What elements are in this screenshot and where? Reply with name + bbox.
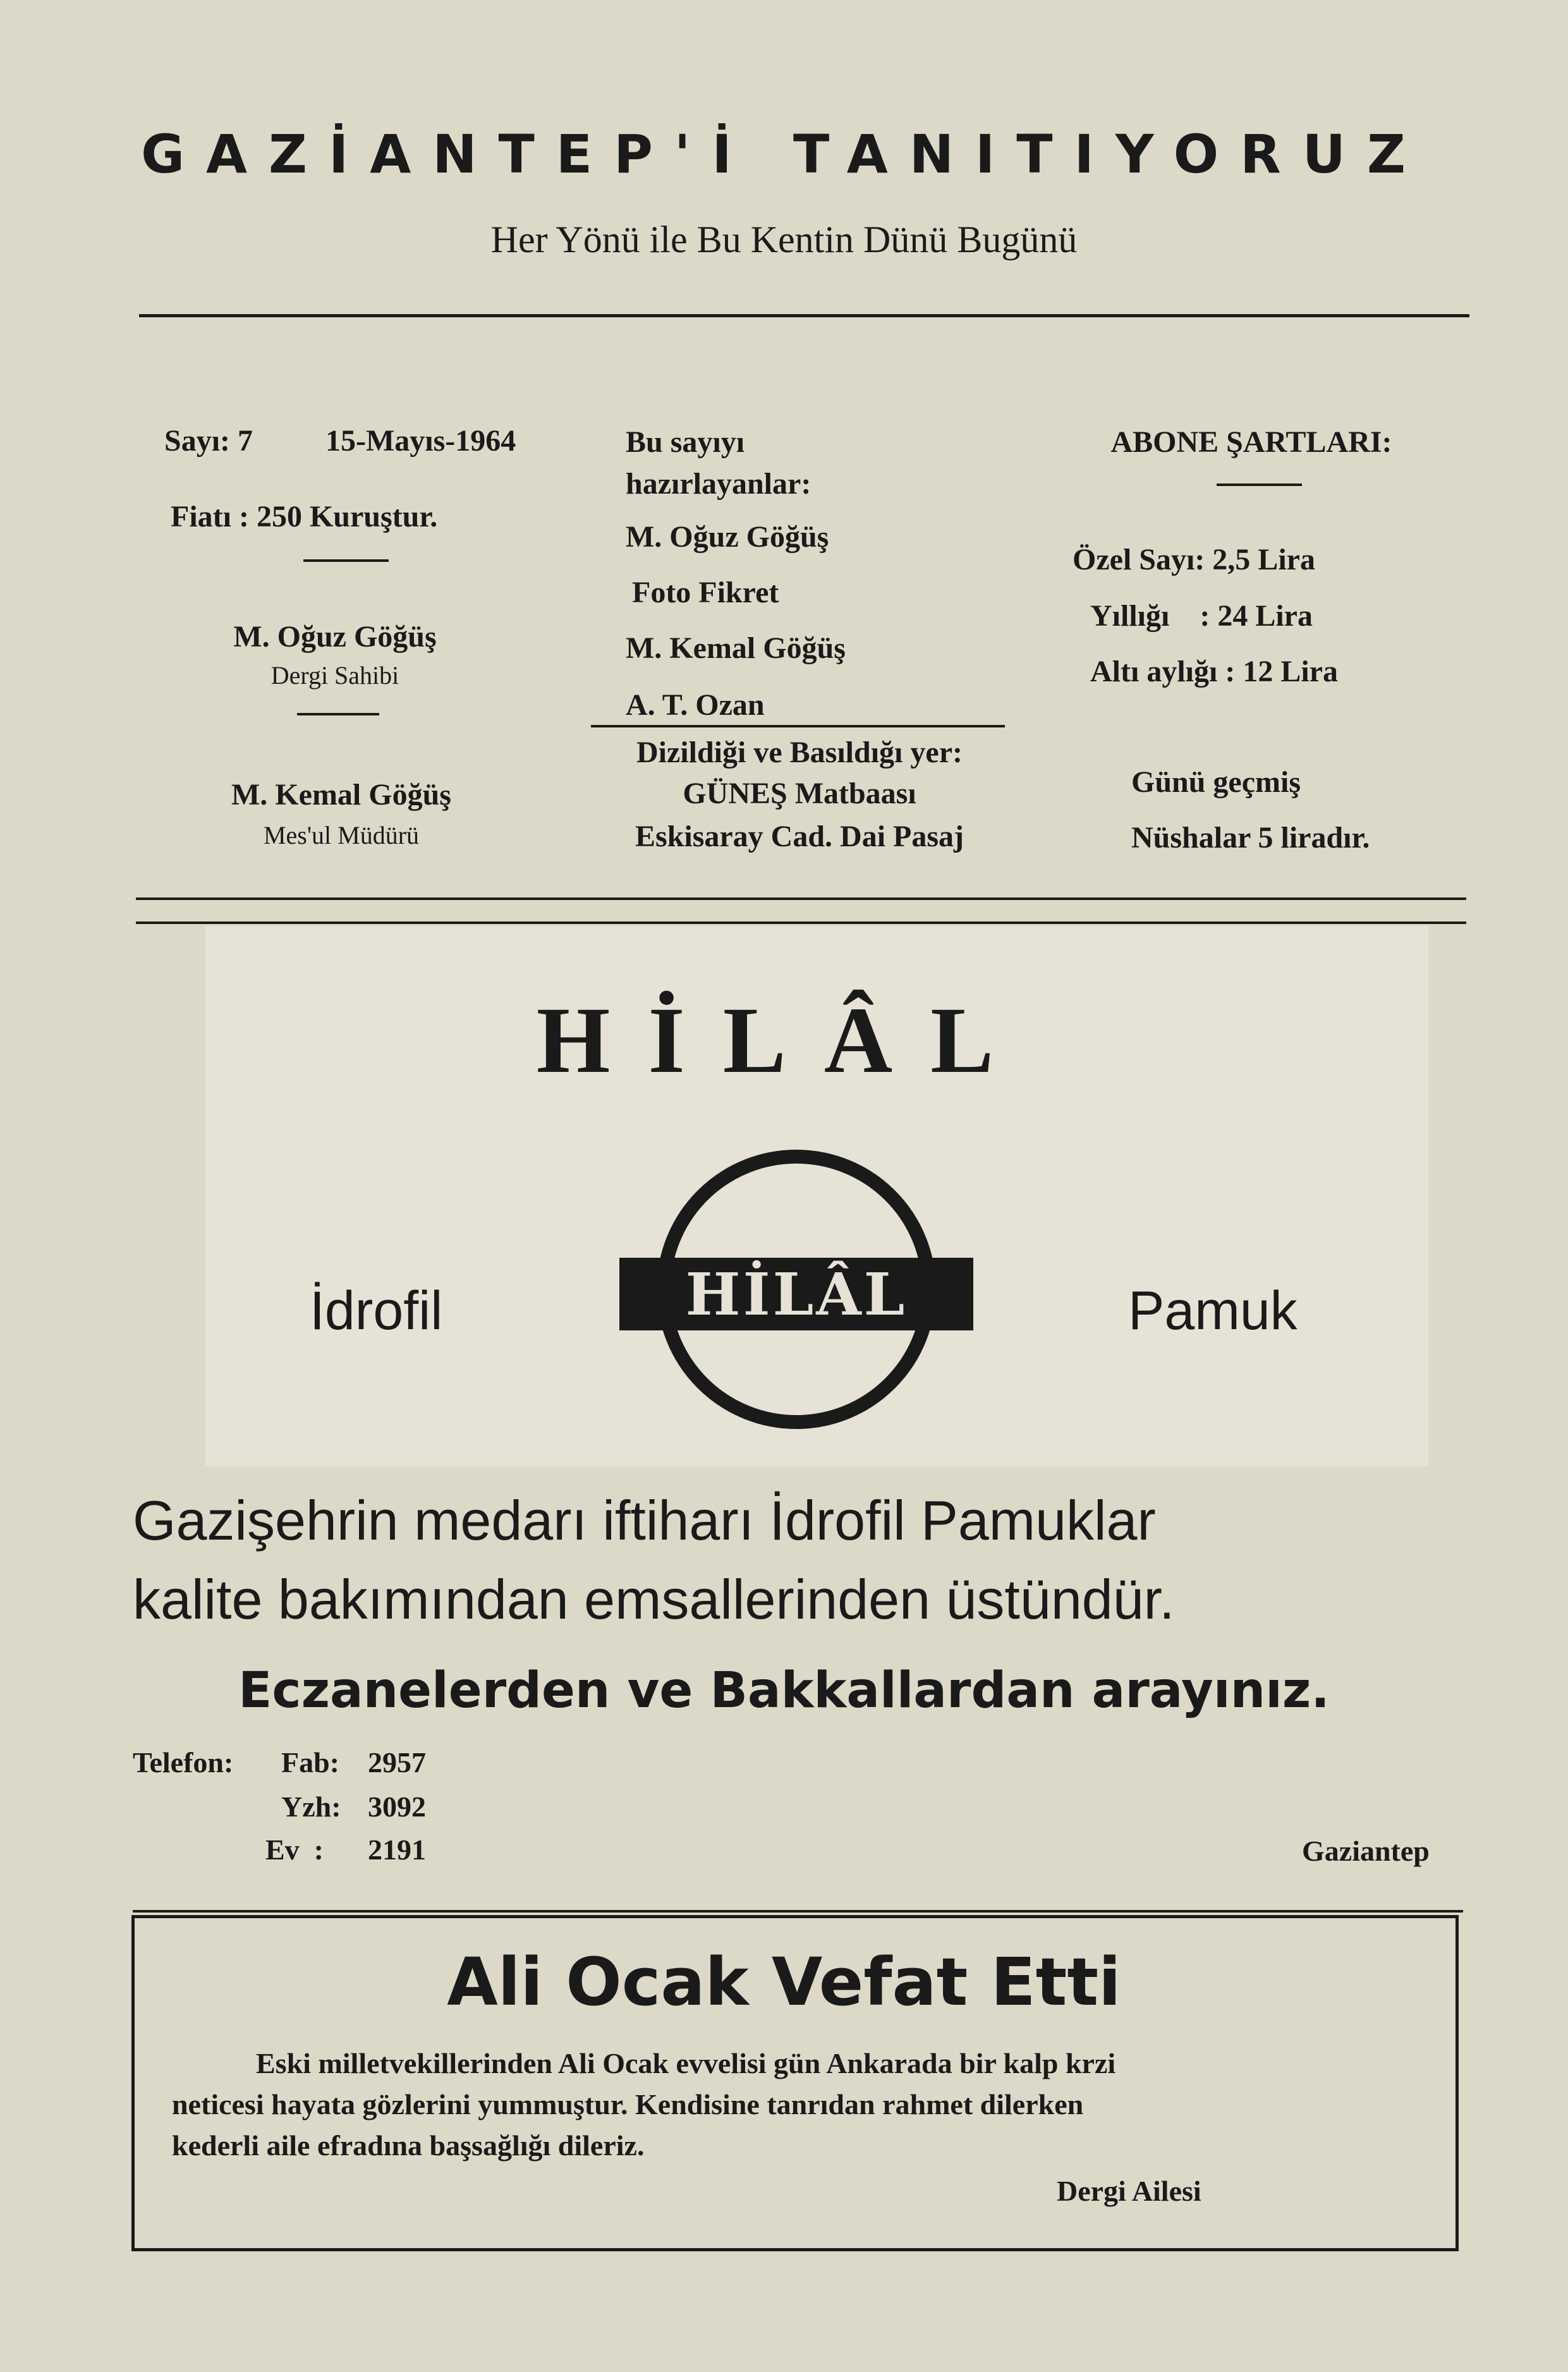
phone-1-label: Fab: — [281, 1746, 339, 1779]
preparers-heading-1: Bu sayıyı — [626, 425, 745, 459]
issue-date: 15-Mayıs-1964 — [325, 424, 516, 458]
header-divider — [139, 314, 1469, 317]
left-divider-2 — [297, 713, 379, 715]
ad-left-word: İdrofil — [310, 1280, 443, 1341]
phone-3-label: Ev : — [265, 1834, 324, 1866]
obituary-line-2: neticesi hayata gözlerini yummuştur. Kendisine tanrıdan rahmet dilerken — [172, 2088, 1084, 2120]
subscription-six-month: Altı aylığı : 12 Lira — [1090, 655, 1338, 688]
hilal-logo — [616, 1141, 976, 1438]
obituary-signature: Dergi Ailesi — [1057, 2175, 1201, 2207]
manager-name: M. Kemal Göğüş — [231, 778, 451, 812]
preparer-2: Foto Fikret — [632, 576, 779, 609]
issue-price: Fiatı : 250 Kuruştur. — [171, 500, 438, 533]
phone-label: Telefon: — [133, 1746, 234, 1779]
preparer-3: M. Kemal Göğüş — [626, 631, 846, 665]
obituary-title: Ali Ocak Vefat Etti — [447, 1943, 1121, 2021]
back-issues-2: Nüshalar 5 liradır. — [1131, 821, 1370, 855]
preparer-4: A. T. Ozan — [626, 688, 765, 722]
right-divider — [1217, 484, 1302, 486]
obituary-top-rule — [133, 1910, 1463, 1913]
subscription-yearly: Yıllığı : 24 Lira — [1090, 599, 1313, 633]
section-divider-top — [136, 897, 1466, 900]
ad-brand: HİLÂL — [536, 988, 1032, 1093]
middle-divider — [591, 725, 1005, 727]
phone-1-number: 2957 — [368, 1746, 426, 1779]
ad-slogan-line-2: kalite bakımından emsallerinden üstündür. — [133, 1568, 1175, 1631]
owner-name: M. Oğuz Göğüş — [233, 620, 437, 654]
ad-slogan-line-1: Gazişehrin medarı iftiharı İdrofil Pamuklar — [133, 1489, 1156, 1552]
preparers-heading-2: hazırlayanlar: — [626, 467, 811, 501]
ad-call-to-action: Eczanelerden ve Bakkallardan arayınız. — [238, 1662, 1330, 1719]
phone-3-number: 2191 — [368, 1834, 426, 1866]
page-subtitle: Her Yönü ile Bu Kentin Dünü Bugünü — [490, 219, 1078, 260]
hilal-logo-text: HİLÂL — [685, 1260, 908, 1329]
phone-2-number: 3092 — [368, 1791, 426, 1823]
ad-right-word: Pamuk — [1128, 1280, 1298, 1341]
back-issues-1: Günü geçmiş — [1131, 765, 1301, 799]
obituary-line-1: Eski milletvekillerinden Ali Ocak evvelisi gün Ankarada bir kalp krzi — [256, 2047, 1116, 2079]
section-divider-bottom — [136, 921, 1466, 924]
page-title: GAZİANTEP'İ TANITIYORUZ — [141, 123, 1427, 185]
obituary-line-3: kederli aile efradına başsağlığı dileriz. — [172, 2129, 645, 2162]
preparer-1: M. Oğuz Göğüş — [626, 520, 829, 554]
subscription-special: Özel Sayı: 2,5 Lira — [1073, 543, 1315, 576]
ad-city: Gaziantep — [1302, 1835, 1430, 1867]
printer-address: Eskisaray Cad. Dai Pasaj — [635, 820, 964, 853]
print-heading: Dizildiği ve Basıldığı yer: — [636, 736, 963, 769]
owner-role: Dergi Sahibi — [270, 661, 399, 690]
printer-name: GÜNEŞ Matbaası — [683, 777, 916, 810]
issue-number: Sayı: 7 — [164, 424, 253, 458]
phone-2-label: Yzh: — [281, 1791, 341, 1823]
subscription-heading: ABONE ŞARTLARI: — [1110, 425, 1392, 459]
left-divider-1 — [303, 559, 389, 562]
manager-role: Mes'ul Müdürü — [263, 821, 420, 849]
